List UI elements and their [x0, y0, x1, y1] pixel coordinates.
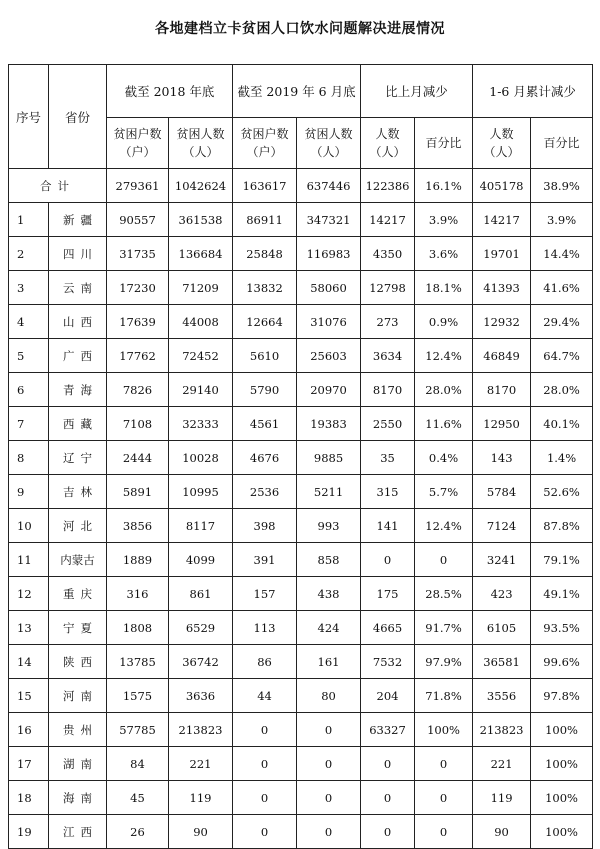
data-table — [8, 64, 593, 849]
header-group-2018: 截至 2018 年底 — [107, 65, 233, 118]
cell-month-count: 2550 — [361, 407, 415, 441]
cell-month-percent: 0 — [415, 815, 473, 849]
table-row — [9, 679, 593, 713]
cell-cum-percent: 3.9% — [531, 203, 593, 237]
cell-month-percent: 12.4% — [415, 339, 473, 373]
cell-people-2018: 221 — [169, 747, 233, 781]
cell-households-2018: 7826 — [107, 373, 169, 407]
cell-month-count: 35 — [361, 441, 415, 475]
table-row — [9, 373, 593, 407]
cell-households-2019: 5610 — [233, 339, 297, 373]
cell-people-2018: 8117 — [169, 509, 233, 543]
cell-cum-count: 12932 — [473, 305, 531, 339]
cell-cum-count: 14217 — [473, 203, 531, 237]
cell-cum-count: 143 — [473, 441, 531, 475]
cell-cum-percent: 79.1% — [531, 543, 593, 577]
header-province: 省份 — [49, 65, 107, 169]
header-seq: 序号 — [9, 65, 49, 169]
cell-households-2019: 0 — [233, 747, 297, 781]
cell-households-2018: 1808 — [107, 611, 169, 645]
cell-people-2018: 71209 — [169, 271, 233, 305]
table-row — [9, 305, 593, 339]
cell-people-2018: 861 — [169, 577, 233, 611]
cell-cum-percent: 40.1% — [531, 407, 593, 441]
cell-month-percent: 71.8% — [415, 679, 473, 713]
cell-month-count: 12798 — [361, 271, 415, 305]
table-row — [9, 237, 593, 271]
table-row — [9, 203, 593, 237]
cell-people-2019: 19383 — [297, 407, 361, 441]
cell-households-2018: 13785 — [107, 645, 169, 679]
cell-seq: 1 — [9, 203, 49, 237]
cell-people-2019: 0 — [297, 815, 361, 849]
cell-households-2018: 31735 — [107, 237, 169, 271]
cell-province: 青海 — [49, 373, 107, 407]
table-row — [9, 441, 593, 475]
cell-people-2018: 44008 — [169, 305, 233, 339]
cell-people-2019: 993 — [297, 509, 361, 543]
cell-households-2018: 17762 — [107, 339, 169, 373]
cell-seq: 16 — [9, 713, 49, 747]
cell-cum-percent: 14.4% — [531, 237, 593, 271]
cell-seq: 4 — [9, 305, 49, 339]
cell-people-2018: 10995 — [169, 475, 233, 509]
cell-cum-count: 119 — [473, 781, 531, 815]
cell-people-2019: 0 — [297, 747, 361, 781]
cell-province: 辽宁 — [49, 441, 107, 475]
cell-month-count: 273 — [361, 305, 415, 339]
cell-cum-percent: 93.5% — [531, 611, 593, 645]
total-households-2018: 279361 — [107, 169, 169, 203]
cell-month-percent: 3.6% — [415, 237, 473, 271]
cell-seq: 13 — [9, 611, 49, 645]
cell-cum-percent: 49.1% — [531, 577, 593, 611]
header-group-month: 比上月减少 — [361, 65, 473, 118]
cell-seq: 11 — [9, 543, 49, 577]
cell-month-count: 0 — [361, 747, 415, 781]
total-cum-percent: 38.9% — [531, 169, 593, 203]
cell-cum-count: 41393 — [473, 271, 531, 305]
cell-households-2018: 26 — [107, 815, 169, 849]
header-group-cumulative: 1-6 月累计减少 — [473, 65, 593, 118]
cell-seq: 14 — [9, 645, 49, 679]
cell-seq: 6 — [9, 373, 49, 407]
cell-households-2019: 0 — [233, 815, 297, 849]
cell-cum-percent: 100% — [531, 781, 593, 815]
cell-province: 河北 — [49, 509, 107, 543]
total-cum-count: 405178 — [473, 169, 531, 203]
cell-people-2018: 10028 — [169, 441, 233, 475]
cell-households-2019: 12664 — [233, 305, 297, 339]
cell-month-percent: 5.7% — [415, 475, 473, 509]
cell-seq: 7 — [9, 407, 49, 441]
cell-households-2018: 45 — [107, 781, 169, 815]
cell-cum-count: 6105 — [473, 611, 531, 645]
cell-cum-percent: 100% — [531, 815, 593, 849]
cell-seq: 19 — [9, 815, 49, 849]
cell-cum-count: 90 — [473, 815, 531, 849]
cell-people-2019: 0 — [297, 781, 361, 815]
cell-month-count: 141 — [361, 509, 415, 543]
cell-province: 广西 — [49, 339, 107, 373]
cell-people-2019: 858 — [297, 543, 361, 577]
cell-people-2018: 72452 — [169, 339, 233, 373]
header-cum-percent: 百分比 — [531, 118, 593, 169]
cell-households-2018: 316 — [107, 577, 169, 611]
cell-households-2018: 7108 — [107, 407, 169, 441]
cell-households-2018: 84 — [107, 747, 169, 781]
cell-month-percent: 0 — [415, 543, 473, 577]
cell-households-2018: 5891 — [107, 475, 169, 509]
cell-people-2018: 361538 — [169, 203, 233, 237]
cell-cum-count: 36581 — [473, 645, 531, 679]
cell-cum-count: 7124 — [473, 509, 531, 543]
cell-cum-percent: 64.7% — [531, 339, 593, 373]
cell-seq: 12 — [9, 577, 49, 611]
cell-seq: 2 — [9, 237, 49, 271]
cell-cum-count: 423 — [473, 577, 531, 611]
cell-month-count: 8170 — [361, 373, 415, 407]
cell-people-2018: 119 — [169, 781, 233, 815]
table-row — [9, 339, 593, 373]
cell-cum-percent: 97.8% — [531, 679, 593, 713]
total-people-2018: 1042624 — [169, 169, 233, 203]
cell-province: 江西 — [49, 815, 107, 849]
cell-people-2019: 116983 — [297, 237, 361, 271]
cell-seq: 10 — [9, 509, 49, 543]
cell-people-2018: 29140 — [169, 373, 233, 407]
cell-province: 宁夏 — [49, 611, 107, 645]
table-row — [9, 543, 593, 577]
cell-month-percent: 28.5% — [415, 577, 473, 611]
cell-people-2019: 424 — [297, 611, 361, 645]
cell-month-count: 4665 — [361, 611, 415, 645]
cell-month-percent: 97.9% — [415, 645, 473, 679]
cell-month-count: 315 — [361, 475, 415, 509]
table-row — [9, 407, 593, 441]
cell-cum-percent: 100% — [531, 747, 593, 781]
table-row — [9, 577, 593, 611]
cell-province: 陕西 — [49, 645, 107, 679]
cell-people-2018: 36742 — [169, 645, 233, 679]
cell-people-2018: 4099 — [169, 543, 233, 577]
header-cum-count: 人数 （人） — [473, 118, 531, 169]
total-people-2019: 637446 — [297, 169, 361, 203]
total-month-percent: 16.1% — [415, 169, 473, 203]
document-title: 各地建档立卡贫困人口饮水问题解决进展情况 — [155, 21, 445, 37]
cell-households-2018: 2444 — [107, 441, 169, 475]
table-row — [9, 645, 593, 679]
cell-province: 新疆 — [49, 203, 107, 237]
cell-cum-percent: 52.6% — [531, 475, 593, 509]
total-label: 合计 — [9, 169, 107, 203]
cell-month-count: 63327 — [361, 713, 415, 747]
cell-households-2019: 2536 — [233, 475, 297, 509]
total-month-count: 122386 — [361, 169, 415, 203]
cell-households-2018: 57785 — [107, 713, 169, 747]
cell-month-percent: 11.6% — [415, 407, 473, 441]
cell-cum-count: 213823 — [473, 713, 531, 747]
cell-households-2019: 398 — [233, 509, 297, 543]
cell-month-count: 0 — [361, 543, 415, 577]
cell-month-count: 3634 — [361, 339, 415, 373]
cell-households-2019: 113 — [233, 611, 297, 645]
cell-seq: 5 — [9, 339, 49, 373]
table-row — [9, 611, 593, 645]
cell-seq: 15 — [9, 679, 49, 713]
cell-province: 河南 — [49, 679, 107, 713]
cell-households-2018: 3856 — [107, 509, 169, 543]
cell-people-2019: 80 — [297, 679, 361, 713]
cell-seq: 9 — [9, 475, 49, 509]
cell-seq: 8 — [9, 441, 49, 475]
header-households-2019: 贫困户数 （户） — [233, 118, 297, 169]
cell-households-2019: 5790 — [233, 373, 297, 407]
cell-people-2019: 347321 — [297, 203, 361, 237]
cell-month-percent: 0 — [415, 781, 473, 815]
cell-households-2019: 13832 — [233, 271, 297, 305]
cell-province: 山西 — [49, 305, 107, 339]
header-row-1 — [9, 65, 593, 118]
cell-province: 内蒙古 — [49, 543, 107, 577]
cell-month-count: 14217 — [361, 203, 415, 237]
cell-province: 重庆 — [49, 577, 107, 611]
cell-people-2019: 5211 — [297, 475, 361, 509]
cell-province: 西藏 — [49, 407, 107, 441]
cell-cum-percent: 99.6% — [531, 645, 593, 679]
total-row — [9, 169, 593, 203]
cell-people-2018: 136684 — [169, 237, 233, 271]
table-row — [9, 815, 593, 849]
table-row — [9, 509, 593, 543]
cell-households-2019: 4561 — [233, 407, 297, 441]
cell-households-2019: 44 — [233, 679, 297, 713]
cell-people-2019: 58060 — [297, 271, 361, 305]
cell-people-2018: 3636 — [169, 679, 233, 713]
header-households-2018: 贫困户数 （户） — [107, 118, 169, 169]
cell-cum-count: 46849 — [473, 339, 531, 373]
cell-people-2019: 25603 — [297, 339, 361, 373]
cell-people-2019: 9885 — [297, 441, 361, 475]
cell-province: 贵州 — [49, 713, 107, 747]
cell-month-count: 0 — [361, 781, 415, 815]
cell-province: 湖南 — [49, 747, 107, 781]
cell-households-2019: 25848 — [233, 237, 297, 271]
cell-people-2018: 32333 — [169, 407, 233, 441]
cell-people-2018: 6529 — [169, 611, 233, 645]
cell-seq: 3 — [9, 271, 49, 305]
cell-households-2018: 17639 — [107, 305, 169, 339]
cell-cum-percent: 29.4% — [531, 305, 593, 339]
cell-households-2018: 1889 — [107, 543, 169, 577]
cell-month-percent: 18.1% — [415, 271, 473, 305]
table-row — [9, 271, 593, 305]
cell-households-2019: 86911 — [233, 203, 297, 237]
cell-seq: 18 — [9, 781, 49, 815]
cell-month-percent: 0.4% — [415, 441, 473, 475]
total-households-2019: 163617 — [233, 169, 297, 203]
table-row — [9, 747, 593, 781]
cell-month-count: 0 — [361, 815, 415, 849]
cell-cum-count: 221 — [473, 747, 531, 781]
cell-households-2019: 157 — [233, 577, 297, 611]
cell-households-2019: 86 — [233, 645, 297, 679]
cell-province: 四川 — [49, 237, 107, 271]
table-row — [9, 781, 593, 815]
cell-month-count: 175 — [361, 577, 415, 611]
cell-households-2018: 90557 — [107, 203, 169, 237]
cell-cum-percent: 87.8% — [531, 509, 593, 543]
table-row — [9, 713, 593, 747]
cell-month-percent: 0 — [415, 747, 473, 781]
cell-cum-percent: 100% — [531, 713, 593, 747]
cell-month-percent: 91.7% — [415, 611, 473, 645]
header-month-percent: 百分比 — [415, 118, 473, 169]
cell-people-2018: 90 — [169, 815, 233, 849]
cell-month-percent: 100% — [415, 713, 473, 747]
cell-people-2019: 438 — [297, 577, 361, 611]
cell-cum-count: 3556 — [473, 679, 531, 713]
cell-province: 吉林 — [49, 475, 107, 509]
cell-cum-count: 5784 — [473, 475, 531, 509]
cell-month-count: 4350 — [361, 237, 415, 271]
cell-month-percent: 3.9% — [415, 203, 473, 237]
cell-cum-count: 12950 — [473, 407, 531, 441]
table-row — [9, 475, 593, 509]
header-month-count: 人数 （人） — [361, 118, 415, 169]
cell-cum-count: 3241 — [473, 543, 531, 577]
cell-month-count: 204 — [361, 679, 415, 713]
cell-households-2019: 0 — [233, 713, 297, 747]
cell-month-count: 7532 — [361, 645, 415, 679]
cell-province: 云南 — [49, 271, 107, 305]
cell-people-2019: 161 — [297, 645, 361, 679]
cell-month-percent: 28.0% — [415, 373, 473, 407]
cell-households-2019: 391 — [233, 543, 297, 577]
header-group-2019: 截至 2019 年 6 月底 — [233, 65, 361, 118]
cell-people-2019: 0 — [297, 713, 361, 747]
cell-cum-count: 8170 — [473, 373, 531, 407]
cell-month-percent: 0.9% — [415, 305, 473, 339]
cell-seq: 17 — [9, 747, 49, 781]
cell-cum-percent: 28.0% — [531, 373, 593, 407]
cell-people-2019: 31076 — [297, 305, 361, 339]
cell-month-percent: 12.4% — [415, 509, 473, 543]
cell-people-2018: 213823 — [169, 713, 233, 747]
cell-households-2019: 0 — [233, 781, 297, 815]
cell-cum-percent: 41.6% — [531, 271, 593, 305]
header-people-2018: 贫困人数 （人） — [169, 118, 233, 169]
cell-cum-percent: 1.4% — [531, 441, 593, 475]
cell-households-2018: 1575 — [107, 679, 169, 713]
cell-province: 海南 — [49, 781, 107, 815]
cell-cum-count: 19701 — [473, 237, 531, 271]
header-people-2019: 贫困人数 （人） — [297, 118, 361, 169]
cell-people-2019: 20970 — [297, 373, 361, 407]
cell-households-2019: 4676 — [233, 441, 297, 475]
cell-households-2018: 17230 — [107, 271, 169, 305]
